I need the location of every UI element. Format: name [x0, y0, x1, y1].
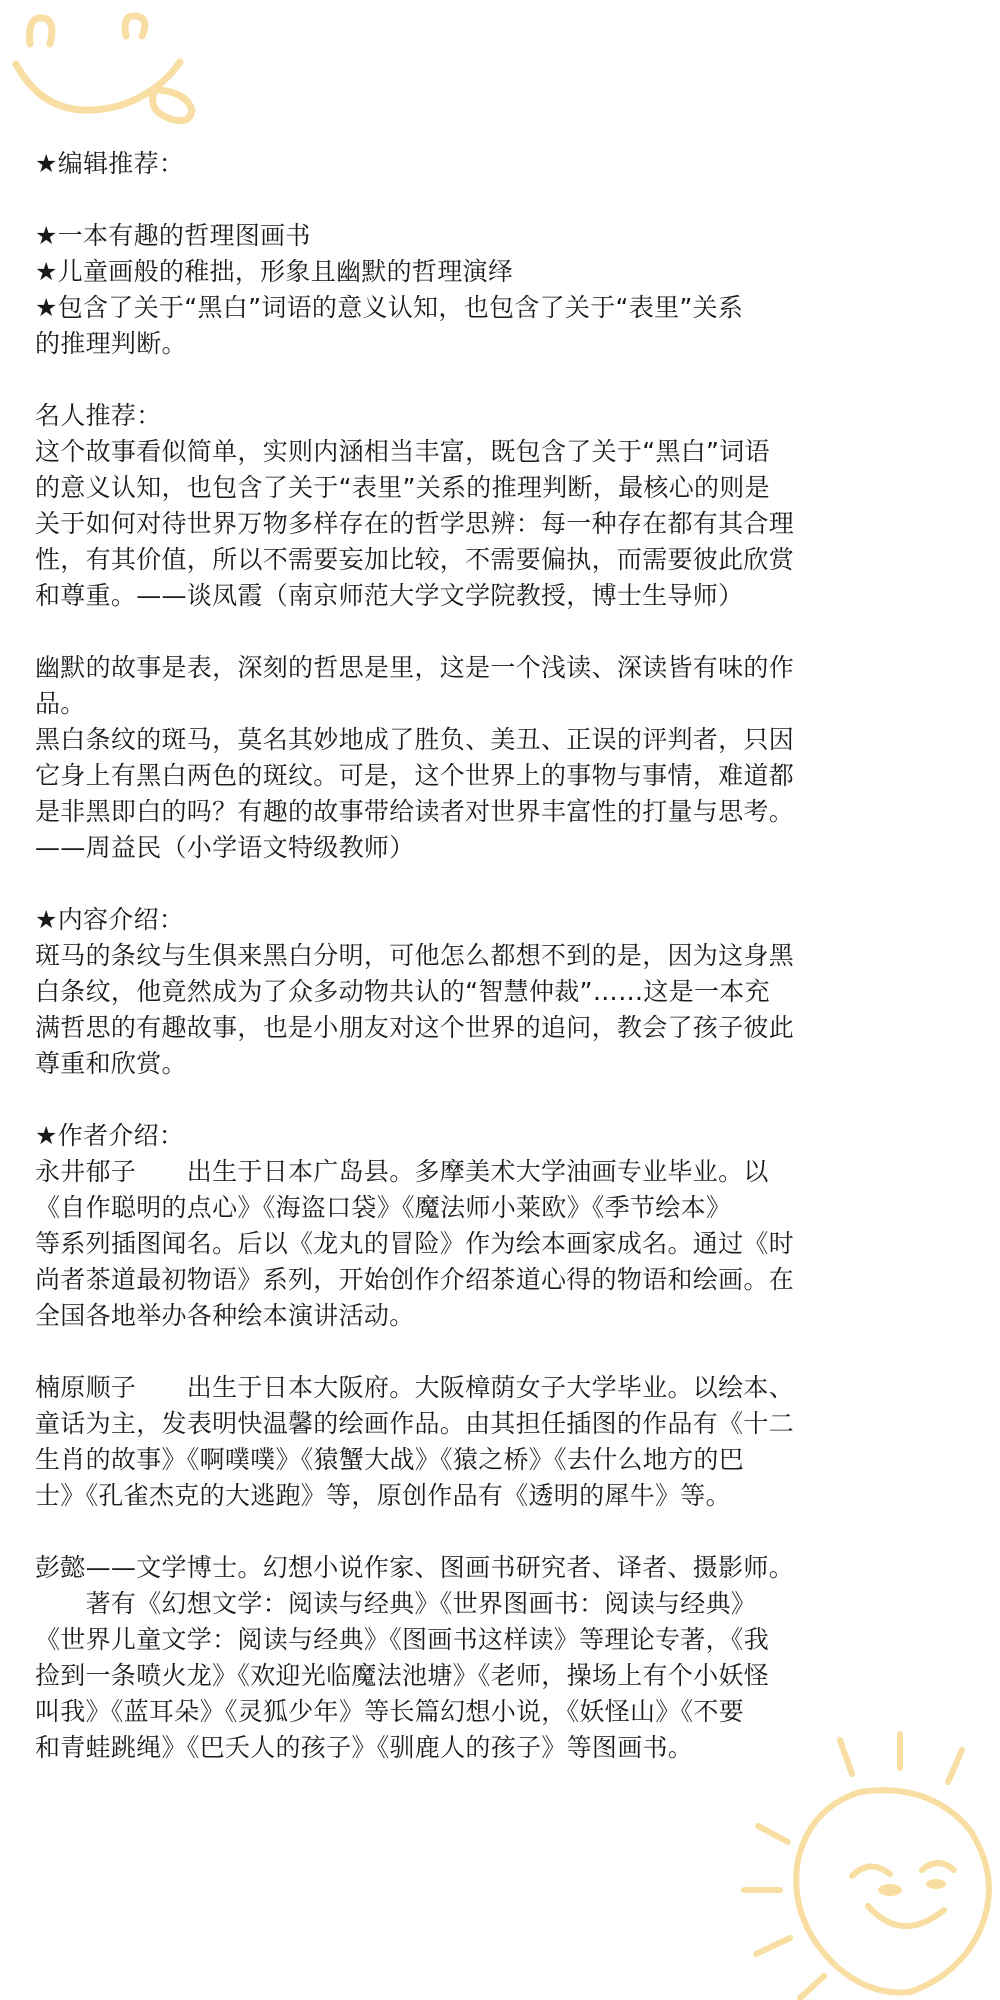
text-line: 斑马的条纹与生俱来黑白分明，可他怎么都想不到的是，因为这身黑	[35, 941, 795, 970]
text-line: 白条纹，他竟然成为了众多动物共认的“智慧仲裁”……这是一本充	[35, 977, 770, 1006]
text-line: 等系列插图闻名。后以《龙丸的冒险》作为绘本画家成名。通过《时	[35, 1229, 795, 1258]
paragraph	[35, 254, 945, 290]
text-line: 幽默的故事是表，深刻的哲思是里，这是一个浅读、深读皆有味的作	[35, 653, 795, 682]
text-line: 捡到一条喷火龙》《欢迎光临魔法池塘》《老师，操场上有个小妖怪	[35, 1661, 770, 1690]
text-line: 楠原顺子 出生于日本大阪府。大阪樟荫女子大学毕业。以绘本、	[35, 1373, 795, 1402]
paragraph-gap	[35, 182, 945, 218]
text-line: 《世界儿童文学：阅读与经典》《图画书这样读》等理论专著，《我	[35, 1625, 770, 1654]
text-line: 彭懿——文学博士。幻想小说作家、图画书研究者、译者、摄影师。	[35, 1553, 795, 1582]
text-line: 的意义认知，也包含了关于“表里”关系的推理判断，最核心的则是	[35, 473, 770, 502]
text-line: 生肖的故事》《啊噗噗》《猿蟹大战》《猿之桥》《去什么地方的巴	[35, 1445, 745, 1474]
paragraph	[35, 938, 945, 1082]
text-line: 品。	[35, 689, 86, 718]
text-line: 它身上有黑白两色的斑纹。可是，这个世界上的事物与事情，难道都	[35, 761, 795, 790]
text-line: 《自作聪明的点心》《海盗口袋》《魔法师小莱欧》《季节绘本》	[35, 1193, 732, 1222]
text-line: 黑白条纹的斑马，莫名其妙地成了胜负、美丑、正误的评判者，只因	[35, 725, 795, 754]
text-line: 是非黑即白的吗？有趣的故事带给读者对世界丰富性的打量与思考。	[35, 797, 795, 826]
paragraph	[35, 902, 945, 938]
text-line: 尊重和欣赏。	[35, 1049, 187, 1078]
text-line: 关于如何对待世界万物多样存在的哲学思辨：每一种存在都有其合理	[35, 509, 795, 538]
text-line: 叫我》《蓝耳朵》《灵狐少年》等长篇幻想小说，《妖怪山》《不要	[35, 1697, 745, 1726]
text-line: ★内容介绍：	[35, 905, 185, 934]
smiley-face-icon	[8, 6, 198, 126]
text-line: ★作者介绍：	[35, 1121, 185, 1150]
text-line: 满哲思的有趣故事，也是小朋友对这个世界的追问，教会了孩子彼此	[35, 1013, 795, 1042]
paragraph-gap	[35, 1082, 945, 1118]
sun-icon	[740, 1730, 1000, 2000]
paragraph	[35, 218, 945, 254]
paragraph	[35, 1154, 945, 1334]
text-line: ——周益民（小学语文特级教师）	[35, 833, 415, 862]
paragraph	[35, 650, 945, 722]
paragraph	[35, 434, 945, 614]
text-line: 士》《孔雀杰克的大逃跑》等，原创作品有《透明的犀牛》等。	[35, 1481, 731, 1510]
text-line: ★编辑推荐：	[35, 149, 185, 178]
paragraph	[35, 1118, 945, 1154]
text-line: ★儿童画般的稚拙，形象且幽默的哲理演绎	[35, 257, 514, 286]
paragraph-gap	[35, 362, 945, 398]
paragraph	[35, 290, 945, 362]
paragraph	[35, 146, 945, 182]
text-line: 性，有其价值，所以不需要妄加比较，不需要偏执，而需要彼此欣赏	[35, 545, 795, 574]
paragraph	[35, 722, 945, 866]
paragraph	[35, 398, 945, 434]
text-line: 和青蛙跳绳》《巴夭人的孩子》《驯鹿人的孩子》等图画书。	[35, 1733, 694, 1762]
text-line: 和尊重。——谈凤霞（南京师范大学文学院教授，博士生导师）	[35, 581, 744, 610]
text-line: 的推理判断。	[35, 329, 187, 358]
article-body	[35, 146, 945, 1766]
text-line: 全国各地举办各种绘本演讲活动。	[35, 1301, 415, 1330]
text-line: 尚者茶道最初物语》系列，开始创作介绍茶道心得的物语和绘画。在	[35, 1265, 795, 1294]
paragraph-gap	[35, 1514, 945, 1550]
text-line: 名人推荐：	[35, 401, 162, 430]
paragraph	[35, 1370, 945, 1514]
text-line: ★包含了关于“黑白”词语的意义认知，也包含了关于“表里”关系	[35, 293, 744, 322]
text-line: 这个故事看似简单，实则内涵相当丰富，既包含了关于“黑白”词语	[35, 437, 770, 466]
paragraph-gap	[35, 614, 945, 650]
paragraph-gap	[35, 866, 945, 902]
paragraph-gap	[35, 1334, 945, 1370]
text-line: ★一本有趣的哲理图画书	[35, 221, 311, 250]
text-line: 著有《幻想文学：阅读与经典》《世界图画书：阅读与经典》	[35, 1589, 757, 1618]
text-line: 童话为主，发表明快温馨的绘画作品。由其担任插图的作品有《十二	[35, 1409, 795, 1438]
text-line: 永井郁子 出生于日本广岛县。多摩美术大学油画专业毕业。以	[35, 1157, 769, 1186]
